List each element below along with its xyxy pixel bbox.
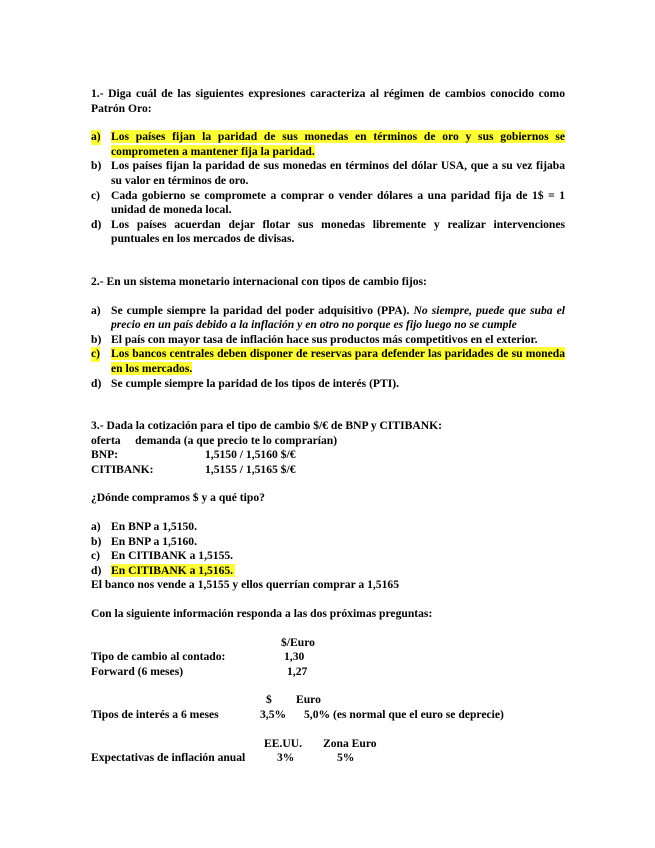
q3-row-citibank: CITIBANK: 1,5155 / 1,5165 $/€ bbox=[91, 462, 296, 476]
t1-row-spot: Tipo de cambio al contado: 1,30 bbox=[91, 650, 305, 664]
t3-header-row: EE.UU. Zona Euro bbox=[264, 736, 377, 750]
t3-row: Expectativas de inflación anual 3% 5% bbox=[91, 751, 355, 765]
t2-header-row: $ Euro bbox=[266, 693, 321, 707]
handwritten-note: No siempre, puede que suba el precio en un país debido a la inflación y en otro no porque es fijo luego no se cumple bbox=[111, 303, 565, 332]
q1-stem: 1.- Diga cuál de las siguientes expresiones caracteriza al régimen de cambios conocido como Patrón Oro: bbox=[91, 87, 565, 115]
q3-comment: El banco nos vende a 1,5155 y ellos querrían comprar a 1,5165 bbox=[91, 578, 399, 592]
q3-options bbox=[91, 520, 565, 578]
t2-row: Tipos de interés a 6 meses 3,5% 5,0% (es normal que el euro se deprecie) bbox=[91, 708, 504, 721]
q3-question: ¿Dónde compramos $ y a qué tipo? bbox=[91, 491, 265, 505]
q3-stem: 3.- Dada la cotización para el tipo de cambio $/€ de BNP y CITIBANK: bbox=[91, 419, 443, 433]
q1-options bbox=[91, 130, 565, 247]
highlighted-answer: Los bancos centrales deben disponer de reservas para defender las paridades de su moneda en los mercados. bbox=[111, 347, 565, 375]
q2-option-d: d) Se cumple siempre la paridad de los tipos de interés (PTI). bbox=[91, 376, 400, 390]
q1-option-b: b) Los países fijan la paridad de sus monedas en términos del dólar USA, que a su vez fijaba su valor en términos de oro. bbox=[91, 159, 565, 187]
q3-option-d: d) En CITIBANK a 1,5165. bbox=[91, 563, 234, 577]
q2-option-a: a) Se cumple siempre la paridad del poder adquisitivo (PPA). No siempre, puede que suba el precio en un país debido a la inflación y en otro no porque es fijo luego no se cumple bbox=[91, 303, 565, 332]
q2-option-c: c) Los bancos centrales deben disponer de reservas para defender las paridades de su moneda en los mercados. bbox=[91, 347, 565, 375]
q3-option-c: c) En CITIBANK a 1,5155. bbox=[91, 549, 234, 563]
q2-option-b: b) El país con mayor tasa de inflación hace sus productos más competitivos en el exterior. bbox=[91, 332, 538, 346]
q1-option-a: a) Los países fijan la paridad de sus monedas en términos de oro y sus gobiernos se comprometen a mantener fija la paridad. bbox=[91, 130, 565, 158]
q3-option-a: a) En BNP a 1,5150. bbox=[91, 520, 198, 534]
q3-header: oferta demanda (a que precio te lo comprarían) bbox=[91, 433, 338, 447]
t1-row-forward: Forward (6 meses) 1,27 bbox=[91, 664, 308, 678]
highlighted-answer: Los países fijan la paridad de sus monedas en términos de oro y sus gobiernos se comprometen a mantener fija la paridad. bbox=[111, 130, 565, 158]
q2-options bbox=[91, 304, 565, 392]
q3-row-bnp: BNP: 1,5150 / 1,5160 $/€ bbox=[91, 448, 296, 462]
highlighted-answer: En CITIBANK a 1,5165. bbox=[111, 563, 234, 577]
q1-option-d: d) Los países acuerdan dejar flotar sus monedas libremente y realizar intervenciones puntuales en los mercados de divisas. bbox=[91, 217, 565, 246]
q3-option-b: b) En BNP a 1,5160. bbox=[91, 534, 198, 548]
t1-header-row: $/Euro bbox=[281, 635, 315, 649]
q2-stem: 2.- En un sistema monetario internacional con tipos de cambio fijos: bbox=[91, 274, 427, 288]
q1-option-c: c) Cada gobierno se compromete a comprar o vender dólares a una paridad fija de 1$ = 1 unidad de moneda local. bbox=[91, 188, 565, 217]
document-page bbox=[91, 87, 565, 766]
info-intro: Con la siguiente información responda a las dos próximas preguntas: bbox=[91, 607, 433, 621]
